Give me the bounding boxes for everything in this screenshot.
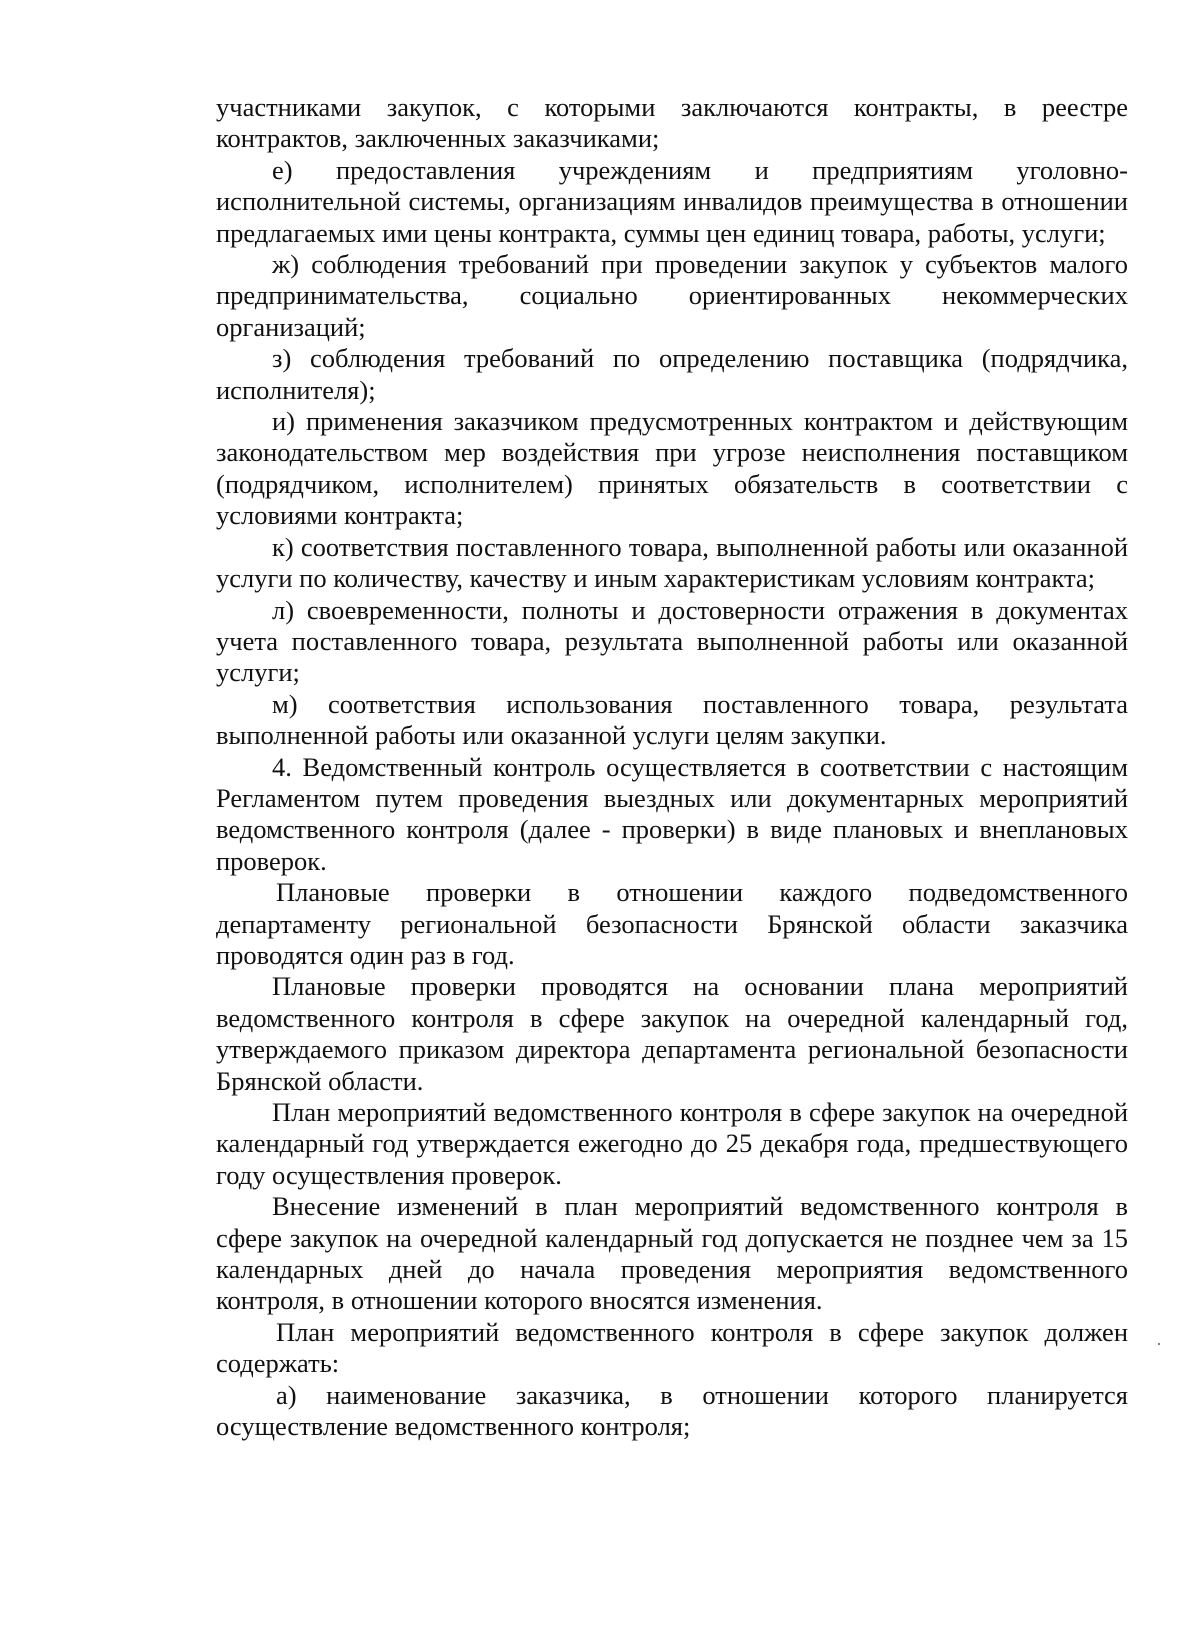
scan-speck [1158,1343,1160,1345]
paragraph-item-zh: ж) соблюдения требований при проведении закупок у субъектов малого предпринимательства, социально ориентированных некоммерческих организаций; [216,249,1128,342]
paragraph-item-z: з) соблюдения требований по определению поставщика (подрядчика, исполнителя); [216,343,1128,405]
paragraph-item-e: е) предоставления учреждениям и предприятиям уголовно-исполнительной системы, организациям инвалидов преимущества в отношении предлагаемых ими цены контракта, суммы цен единиц товара, работы, услуги; [216,154,1128,248]
paragraph-planned-checks-basis: Плановые проверки проводятся на основании плана мероприятий ведомственного контроля в сфере закупок на очередной календарный год, утверждаемого приказом директора департамента региональной безопасности Брянской области. [216,971,1128,1096]
paragraph-item-i: и) применения заказчиком предусмотренных контрактом и действующим законодательством мер воздействия при угрозе неисполнения поставщиком (подрядчиком, исполнителем) принятых обязательств в соответствии с условиями контракта; [216,406,1128,531]
paragraph-plan-changes: Внесение изменений в план мероприятий ведомственного контроля в сфере закупок на очередной календарный год допускается не позднее чем за 15 календарных дней до начала проведения мероприятия ведомственного контроля, в отношении которого вносятся изменения. [216,1191,1128,1316]
paragraph-plan-contents: План мероприятий ведомственного контроля в сфере закупок должен содержать: [216,1316,1128,1379]
paragraph-section-4: 4. Ведомственный контроль осуществляется в соответствии с настоящим Регламентом путем проведения выездных или документарных мероприятий ведомственного контроля (далее - проверки) в виде плановых и внеплановых проверок. [216,751,1128,876]
paragraph-item-m: м) соответствия использования поставленного товара, результата выполненной работы или оказанной услуги целям закупки. [216,688,1128,751]
document-body [216,92,1128,1442]
paragraph-continuation: участниками закупок, с которыми заключаются контракты, в реестре контрактов, заключенных заказчиками; [216,92,1128,154]
paragraph-item-l: л) своевременности, полноты и достоверности отражения в документах учета поставленного товара, результата выполненной работы или оказанной услуги; [216,594,1128,688]
paragraph-item-a: а) наименование заказчика, в отношении которого планируется осуществление ведомственного контроля; [216,1379,1128,1442]
paragraph-item-k: к) соответствия поставленного товара, выполненной работы или оказанной услуги по количеству, качеству и иным характеристикам условиям контракта; [216,531,1128,594]
paragraph-planned-checks-frequency: Плановые проверки в отношении каждого подведомственного департаменту региональной безопасности Брянской области заказчика проводятся один раз в год. [216,877,1128,970]
paragraph-plan-approval: План мероприятий ведомственного контроля в сфере закупок на очередной календарный год утверждается ежегодно до 25 декабря года, предшествующего году осуществления проверок. [216,1097,1128,1190]
